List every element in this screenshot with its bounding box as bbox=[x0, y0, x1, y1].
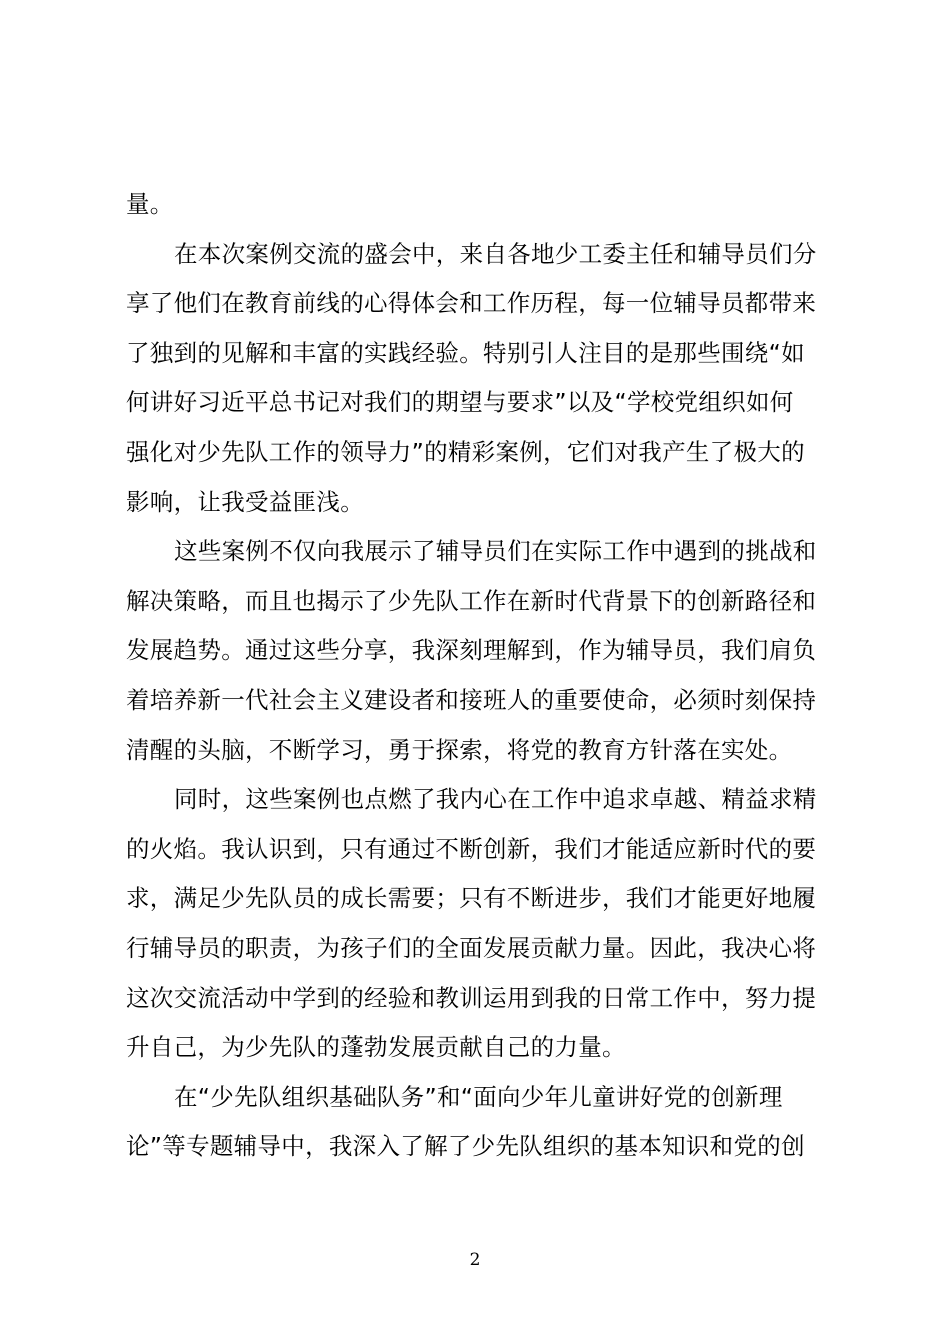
text-line: 强化对少先队工作的领导力”的精彩案例，它们对我产生了极大的 bbox=[126, 437, 805, 466]
text-line: 发展趋势。通过这些分享，我深刻理解到，作为辅导员，我们肩负 bbox=[126, 636, 817, 665]
text-line: 论”等专题辅导中，我深入了解了少先队组织的基本知识和党的创 bbox=[126, 1132, 805, 1161]
text-line: 解决策略，而且也揭示了少先队工作在新时代背景下的创新路径和 bbox=[126, 586, 817, 615]
document-body bbox=[126, 180, 826, 1172]
text-line: 着培养新一代社会主义建设者和接班人的重要使命，必须时刻保持 bbox=[126, 685, 817, 714]
text-line: 影响，让我受益匪浅。 bbox=[126, 487, 364, 516]
text-line: 升自己，为少先队的蓬勃发展贡献自己的力量。 bbox=[126, 1033, 626, 1062]
paragraph-first-line: 在本次案例交流的盛会中，来自各地少工委主任和辅导员们分 bbox=[174, 239, 817, 268]
paragraph-first-line: 同时，这些案例也点燃了我内心在工作中追求卓越、精益求精 bbox=[174, 785, 817, 814]
paragraph-first-line: 这些案例不仅向我展示了辅导员们在实际工作中遇到的挑战和 bbox=[174, 537, 817, 566]
text-line: 的火焰。我认识到，只有通过不断创新，我们才能适应新时代的要 bbox=[126, 834, 817, 863]
text-line: 求，满足少先队员的成长需要；只有不断进步，我们才能更好地履 bbox=[126, 884, 817, 913]
text-line: 何讲好习近平总书记对我们的期望与要求”以及“学校党组织如何 bbox=[126, 388, 794, 417]
text-line: 这次交流活动中学到的经验和教训运用到我的日常工作中，努力提 bbox=[126, 983, 817, 1012]
text-line: 享了他们在教育前线的心得体会和工作历程，每一位辅导员都带来 bbox=[126, 289, 817, 318]
text-line: 量。 bbox=[126, 190, 174, 218]
page-number: 2 bbox=[469, 1250, 481, 1270]
text-line: 清醒的头脑，不断学习，勇于探索，将党的教育方针落在实处。 bbox=[126, 735, 793, 764]
text-line: 行辅导员的职责，为孩子们的全面发展贡献力量。因此，我决心将 bbox=[126, 933, 817, 962]
paragraph-first-line: 在“少先队组织基础队务”和“面向少年儿童讲好党的创新理 bbox=[174, 1082, 783, 1111]
text-line: 了独到的见解和丰富的实践经验。特别引人注目的是那些围绕“如 bbox=[126, 338, 805, 367]
